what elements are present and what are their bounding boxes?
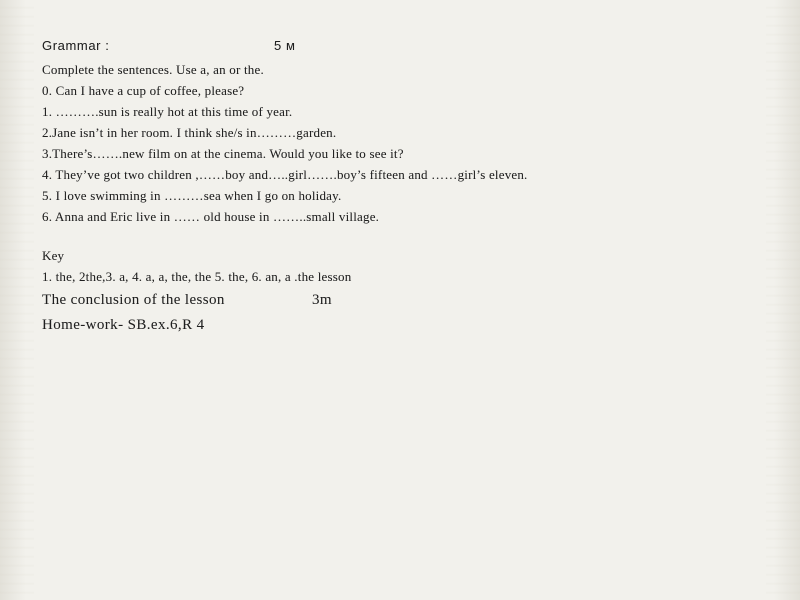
exercise-item-6: 6. Anna and Eric live in …… old house in ……..small village. bbox=[42, 209, 380, 224]
exercise-item-2: 2.Jane isn’t in her room. I think she/s in………garden. bbox=[42, 125, 337, 140]
grammar-title: Grammar : bbox=[42, 38, 110, 53]
exercise-item-5: 5. I love swimming in ………sea when I go on holiday. bbox=[42, 188, 342, 203]
lesson-conclusion bbox=[42, 288, 762, 313]
exercise-item-1: 1. ……….sun is really hot at this time of year. bbox=[42, 104, 293, 119]
conclusion-text: The conclusion of the lesson bbox=[42, 292, 225, 308]
grammar-header bbox=[42, 35, 762, 56]
instruction-text: Complete the sentences. Use a, an or the. bbox=[42, 62, 264, 77]
exercise-item-0: 0. Can I have a cup of coffee, please? bbox=[42, 83, 245, 98]
grammar-points: 5 м bbox=[274, 38, 296, 53]
right-paper-texture bbox=[766, 0, 800, 600]
exercise-item-3: 3.There’s…….new film on at the cinema. Would you like to see it? bbox=[42, 146, 404, 161]
left-paper-texture bbox=[0, 0, 34, 600]
slide-content bbox=[42, 35, 762, 338]
homework-text: Home-work- SB.ex.6,R 4 bbox=[42, 317, 205, 333]
section-spacer bbox=[42, 227, 762, 245]
exercise-item-4: 4. They’ve got two children ,……boy and…..girl…….boy’s fifteen and ……girl’s eleven. bbox=[42, 167, 528, 182]
conclusion-time: 3m bbox=[312, 292, 332, 308]
key-answers: 1. the, 2the,3. a, 4. a, a, the, the 5. the, 6. an, a .the lesson bbox=[42, 269, 352, 284]
key-title: Key bbox=[42, 248, 65, 263]
